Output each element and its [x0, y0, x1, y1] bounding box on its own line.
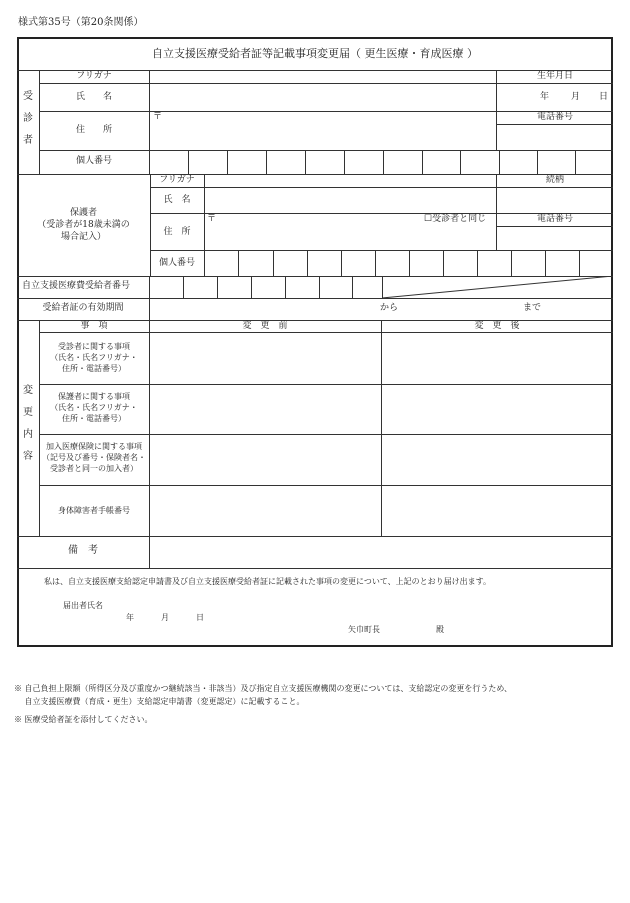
guardian-postal-mark: 〒	[207, 214, 217, 224]
note-2: ※ 医療受給者証を添付してください。	[14, 715, 153, 724]
change-item-disability-book: 身体障害者手帳番号	[58, 506, 130, 515]
recipient-number-slash	[382, 276, 613, 298]
note-1-cont: 自立支援医療費（育成・更生）支給認定申請書（変更認定）に記載すること。	[14, 697, 305, 706]
change-item-guardian: 保護者に関する事項 （氏名・氏名フリガナ・ 住所・電話番号）	[50, 392, 138, 423]
patient-phone-label: 電話番号	[536, 112, 574, 122]
patient-postal-mark: 〒	[153, 112, 163, 122]
changes-before-header: 変 更 前	[242, 321, 288, 331]
guardian-personal-number-label: 個人番号	[158, 258, 196, 268]
remarks-field[interactable]	[150, 537, 612, 567]
patient-section-label: 受 診 者	[23, 91, 33, 146]
patient-address-label: 住 所	[75, 125, 113, 135]
guardian-name-field[interactable]	[205, 188, 495, 212]
mayor-name: 矢巾町長	[348, 625, 380, 634]
patient-label-divider	[39, 70, 40, 174]
declaration-text: 私は、自立支援医療支給認定申請書及び自立支援医療受給者証に記載された事項の変更について、上記のとおり届け出ます。	[44, 577, 492, 586]
change-item-insurance: 加入医療保険に関する事項 （記号及び番号・保険者名・ 受診者と同一の加入者）	[42, 442, 146, 473]
form-number: 様式第35号（第20条関係）	[18, 17, 144, 28]
validity-to: まで	[523, 303, 542, 313]
validity-label: 受給者証の有効期間	[42, 303, 124, 313]
change-item-patient: 受診者に関する事項 （氏名・氏名フリガナ・ 住所・電話番号）	[50, 342, 138, 373]
recipient-number-label: 自立支援医療費受給者番号	[22, 281, 131, 291]
submit-day: 日	[196, 613, 204, 622]
note-1: ※ 自己負担上限額（所得区分及び重度かつ継続該当・非該当）及び指定自立支援医療機関の変更については、支給認定の変更を行うため、	[14, 684, 513, 693]
guardian-furigana-label: フリガナ	[159, 175, 195, 185]
guardian-relationship-label: 続柄	[545, 175, 565, 185]
changes-item-header: 事 項	[80, 321, 108, 331]
patient-dob-year: 年	[540, 92, 550, 102]
validity-from: から	[380, 303, 399, 313]
remarks-label: 備 考	[68, 545, 98, 556]
patient-furigana-label: フリガナ	[76, 71, 112, 81]
guardian-phone-label: 電話番号	[536, 214, 574, 224]
patient-after-field[interactable]	[382, 333, 612, 383]
guardian-address-label: 住 所	[163, 227, 191, 237]
changes-section-label: 変 更 内 容	[23, 385, 33, 462]
form-title: 自立支援医療受給者証等記載事項変更届（ 更生医療・育成医療 ）	[152, 47, 478, 60]
guardian-name-label: 氏 名	[163, 195, 191, 205]
patient-dob-day: 日	[599, 92, 609, 102]
changes-after-header: 変 更 後	[474, 321, 520, 331]
same-as-patient-checkbox[interactable]: ☐受診者と同じ	[424, 214, 487, 224]
submit-month: 月	[161, 613, 169, 622]
honorific: 殿	[436, 625, 444, 634]
patient-name-label: 氏 名	[75, 92, 113, 102]
patient-dob-label: 生年月日	[536, 71, 574, 81]
submitter-label: 届出者氏名	[63, 601, 103, 610]
patient-before-field[interactable]	[150, 333, 380, 383]
guardian-section-label: 保護者 （受診者が18歳未満の 場合記入）	[37, 208, 130, 243]
patient-phone-field[interactable]	[497, 125, 612, 149]
patient-name-field[interactable]	[150, 84, 495, 110]
patient-personal-number-label: 個人番号	[75, 156, 113, 166]
submit-year: 年	[126, 613, 134, 622]
patient-dob-month: 月	[571, 92, 581, 102]
